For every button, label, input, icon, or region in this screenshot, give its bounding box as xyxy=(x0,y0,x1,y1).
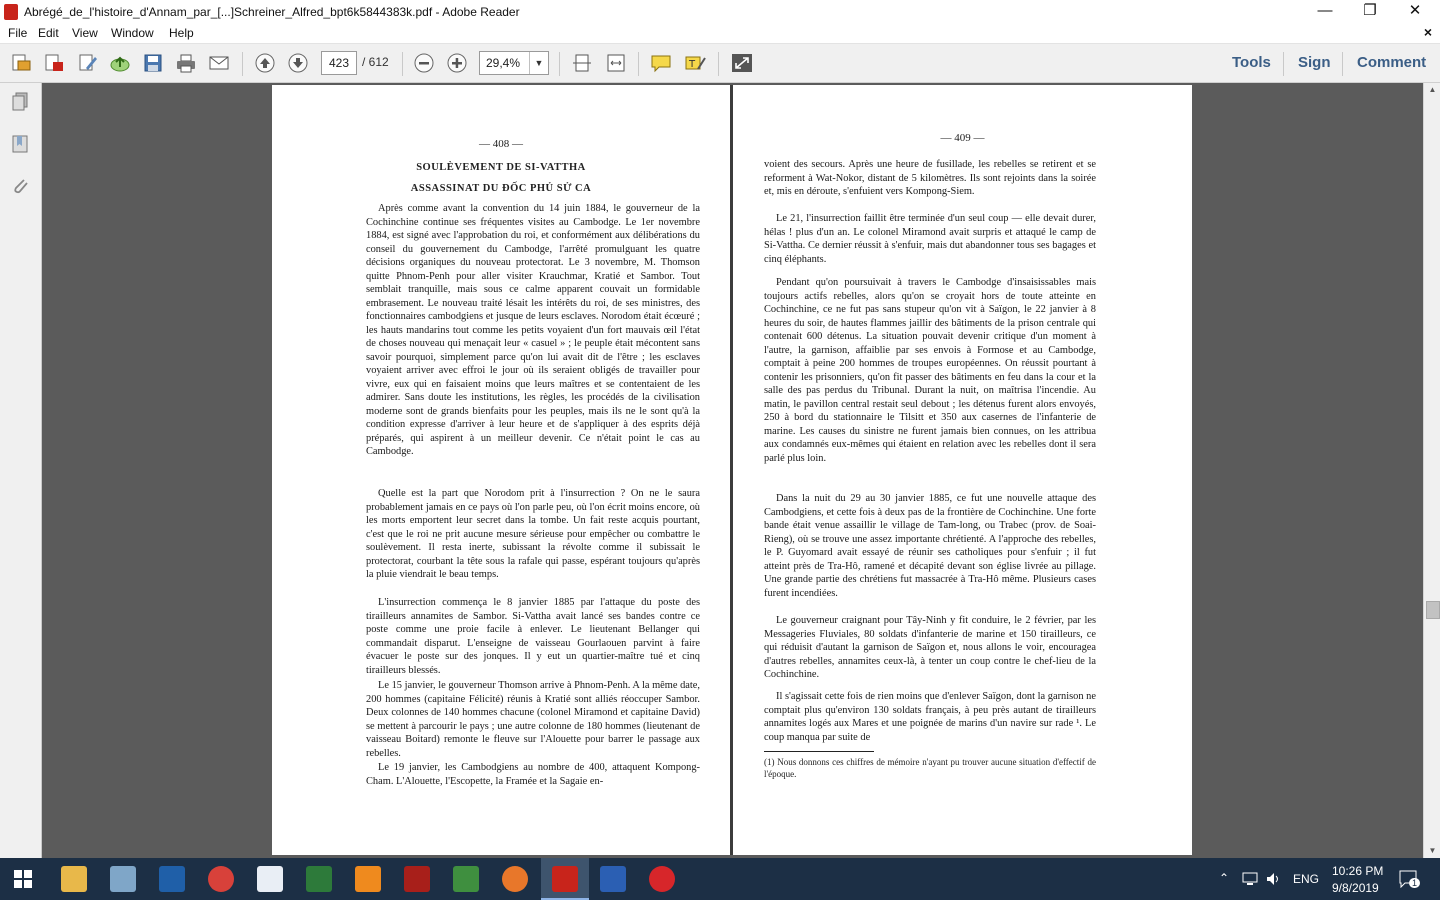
toolbar-separator xyxy=(1283,52,1284,76)
toolbar-separator xyxy=(402,52,403,76)
paragraph: Le 19 janvier, les Cambodgiens au nombre de 400, attaquent Kompong-Cham. L'Alouette, l'Escopette, la Framée et la Sagaie en- xyxy=(366,762,700,787)
save-icon[interactable] xyxy=(142,53,164,73)
footnote: (1) Nous donnons ces chiffres de mémoire n'ayant pu trouver aucune situation d'effectif de l'époque. xyxy=(764,757,1096,779)
chevron-down-icon[interactable]: ▼ xyxy=(529,52,548,74)
clock-date[interactable]: 9/8/2019 xyxy=(1332,881,1379,895)
paragraph: Dans la nuit du 29 au 30 janvier 1885, ce fut une nouvelle attaque des Cambodgiens, et cette fois à deux pas de la frontière de Cochinchine. Une forte bande était venue assaillir le village de Tam-long, ou Trabec (prov. de Soai-Rieng), où se trouve une assez importante chrétienté. A l'approche des rebelles, le P. Guyomard avait essayé de réunir ses catholiques pour s'enfuir ; il fut atteint près de Tra-Hô, ramené et décapité devant son église livrée au pillage. Une grande partie des chrétiens fut massacrée à Tra-Hô même. Plusieurs cases furent incendiées. xyxy=(764,493,1096,599)
paragraph: voient des secours. Après une heure de fusillade, les rebelles se retirent et se reforment à Wat-Nokor, distant de 5 kilomètres. Ils sont rejoints dans la soirée et, mis en déroute, s'enfuient vers Kompong-Siem. xyxy=(764,159,1096,197)
comment-tab[interactable]: Comment xyxy=(1357,54,1427,71)
powershell-icon[interactable] xyxy=(159,866,185,892)
fit-width-icon[interactable] xyxy=(605,53,627,73)
toolbar-separator xyxy=(718,52,719,76)
paragraph: Après comme avant la convention du 14 juin 1884, le gouverneur de la Cochinchine continue ses fréquentes visites au Cambodge. Le 1er novembre 1884, est signé avec l'approbation du roi, et conformément aux délibérations du conseil du gouvernement du Cambodge, l'arrêté promulguant les quatre décisions organiques du nouveau protectorat. Le 3 novembre, M. Thomson quitte Phnom-Penh pour aller visiter Krauchmar, Kratié et Sambor. Tout semblait tranquille, mais sous ce calme apparent couvait un formidable embrasement. Le nouveau traité lésait les intérêts du roi, de ses ministres, des fonctionnaires cambodgiens et jusque de leurs esclaves. Norodom était écœuré ; les hauts mandarins tout comme les petits voyaient d'un fort mauvais œil l'état de choses nouveau qui menaçait leur « casuel » ; le peuple était mécontent sans savoir pourquoi, simplement parce qu'on lui avait dit de l'être ; les esclaves voyaient arriver avec effroi le jour où ils seraient obligés de travailler pour vivre, eux qui en faisaient moins que leurs maîtres et se contentaient de les admirer. Sans doute les institutions, les règles, les procédés de la civilisation moderne sont de grands bienfaits pour les peuples, mais ils ne le sont qu'à la condition expresse d'arriver à leur heure et de s'appliquer à des esprits déjà préparés, qui aspirent à un meilleur devenir. Ce n'était point le cas au Cambodge. xyxy=(366,203,700,457)
page-number-input[interactable]: 423 xyxy=(321,51,357,75)
taskbar xyxy=(0,858,1440,900)
network-icon[interactable] xyxy=(1242,872,1258,886)
windows-start-icon[interactable] xyxy=(14,870,32,888)
sign-tab[interactable]: Sign xyxy=(1298,54,1331,71)
chapter-heading: SOULÈVEMENT DE SI-VATTHA xyxy=(416,162,586,173)
attachments-icon[interactable] xyxy=(9,175,31,197)
chapter-subheading: ASSASSINAT DU ĐỐC PHỦ SỬ CA xyxy=(410,183,592,194)
tools-tab[interactable]: Tools xyxy=(1232,54,1271,71)
next-page-icon[interactable] xyxy=(287,53,309,73)
toolbar-separator xyxy=(559,52,560,76)
maximize-button[interactable]: ❐ xyxy=(1363,2,1377,19)
sublime-text-icon[interactable] xyxy=(355,866,381,892)
title-bar xyxy=(0,0,1440,24)
navigation-sidebar xyxy=(0,83,42,858)
pdf-page-left xyxy=(272,85,730,855)
document-viewer[interactable] xyxy=(42,83,1423,858)
sticky-note-icon[interactable] xyxy=(650,53,672,73)
zoom-select[interactable] xyxy=(479,51,549,75)
edit-pdf-icon[interactable] xyxy=(77,53,99,73)
create-pdf-icon[interactable] xyxy=(43,53,65,73)
paragraph: Pendant qu'on poursuivait à travers le Cambodge d'insaisissables mais toujours actifs rebelles, alors qu'on se croyait hors de toute atteinte en Cochinchine, ce ne fut pas sans stupeur qu'on vit à Saïgon, le 22 janvier à 8 heures du soir, de hautes flammes jaillir des bâtiments de la prison centrale qui contenait 600 détenus. La situation pouvait devenir critique d'un moment à l'autre, la garnison, affaiblie par ses envois à Formose et au Cambodge, comptait à peine 200 hommes de troupes européennes. On réussit pourtant à contenir les prisonniers, qu'on fit passer des bâtiments en feu dans la cour et la salle des pas perdus du Tribunal. Durant la nuit, on maîtrisa l'incendie. Au matin, le pavillon central restait seul debout ; les détenus furent alors envoyés, 250 à bord du stationnaire le Tilsitt et 350 aux casernes de l'infanterie de marine. Les causes du sinistre ne furent jamais bien connues, on les attribua aux condamnés eux-mêmes qui étaient en relation avec les rebelles dont il sera parlé plus loin. xyxy=(764,277,1096,464)
svg-text:T: T xyxy=(689,59,696,70)
page-number: — 408 — xyxy=(479,138,523,150)
zoom-in-icon[interactable] xyxy=(446,53,468,73)
highlight-text-icon[interactable] xyxy=(684,53,706,73)
menu-view[interactable]: View xyxy=(72,26,98,40)
page-total: / 612 xyxy=(362,55,389,69)
chrome-icon[interactable] xyxy=(208,866,234,892)
toolbar xyxy=(0,44,1440,83)
close-document-icon[interactable]: × xyxy=(1423,24,1432,40)
notepad-icon[interactable] xyxy=(110,866,136,892)
menu-window[interactable]: Window xyxy=(111,26,154,40)
volume-icon[interactable] xyxy=(1266,872,1282,886)
bookmarks-icon[interactable] xyxy=(9,133,31,155)
menu-bar xyxy=(0,24,1440,44)
paragraph: Le 15 janvier, le gouverneur Thomson arrive à Phnom-Penh. A la même date, 200 hommes (capitaine Félicité) réunis à Kratié sont alliés réoccuper Sambor. Deux colonnes de 140 hommes chacune (colonel Miramond et capitaine David) se mettent à parcourir le pays ; une autre colonne de 180 hommes (lieutenant de vaisseau Boitard) remonte le fleuve sur l'Alouette pour barrer le passage aux rebelles. xyxy=(366,680,700,759)
adobe-reader-taskbar-icon[interactable] xyxy=(552,866,578,892)
previous-page-icon[interactable] xyxy=(254,53,276,73)
zoom-out-icon[interactable] xyxy=(413,53,435,73)
paragraph: Il s'agissait cette fois de rien moins que d'enlever Saïgon, dont la garnison ne comptait plus qu'environ 130 soldats français, à peu près autant de tirailleurs annamites logés aux Mares et une poignée de marins d'un navire sur rade ¹. Le coup manqua par suite de xyxy=(764,691,1096,743)
menu-file[interactable]: File xyxy=(8,26,28,40)
adobe-reader-icon xyxy=(4,4,18,20)
menu-help[interactable]: Help xyxy=(169,26,194,40)
word-icon[interactable] xyxy=(600,866,626,892)
email-icon[interactable] xyxy=(208,53,230,73)
toolbar-separator xyxy=(638,52,639,76)
firefox-icon[interactable] xyxy=(502,866,528,892)
scroll-up-icon[interactable]: ▲ xyxy=(1428,85,1437,94)
pdf-page-right xyxy=(733,85,1192,855)
paragraph: Le gouverneur craignant pour Tây-Ninh y fit conduire, le 2 février, par les Messageries Fluviales, 80 soldats d'infanterie de marine et 150 tirailleurs, ce qui réduisit d'autant la garnison de Saïgon et, nous allons le voir, encouragea d'autres rebelles, annamites ceux-là, à tenter un coup contre le chef-lieu de la Cochinchine. xyxy=(764,615,1096,680)
paragraph: Quelle est la part que Norodom prit à l'insurrection ? On ne le saura probablement jamais en ce pays où l'on parle peu, où l'on écrit moins encore, où les morts emportent leur secret dans la tombe. Un fait reste acquis pourtant, c'est que le roi ne prit aucune mesure sérieuse pour empêcher ou combattre le soulèvement. Il resta inerte, subissant la révolte comme il subissait le protectorat, courbant la tête sous la rafale qui passe, espérant toujours qu'après la pluie viendrait le beau temps. xyxy=(366,488,700,580)
fit-page-icon[interactable] xyxy=(571,53,593,73)
toolbar-separator xyxy=(1342,52,1343,76)
open-file-icon[interactable] xyxy=(10,53,32,73)
minimize-button[interactable]: — xyxy=(1317,2,1333,19)
toolbar-separator xyxy=(242,52,243,76)
pycharm-icon[interactable] xyxy=(306,866,332,892)
upload-cloud-icon[interactable] xyxy=(109,53,131,73)
full-screen-icon[interactable] xyxy=(731,53,753,73)
vertical-scrollbar[interactable] xyxy=(1423,83,1440,858)
paragraph: Le 21, l'insurrection faillit être terminée d'un seul coup — elle devait durer, hélas ! plus d'un an. Le colonel Miramond avait surpris et attaqué le camp de Si-Vattha. Ce dernier réussit à s'enfuir, mais dut abandonner tous ses bagages et cinq éléphants. xyxy=(764,213,1096,265)
window-title: Abrégé_de_l'histoire_d'Annam_par_[...]Schreiner_Alfred_bpt6k5844383k.pdf - Adobe Reader xyxy=(24,5,520,19)
notification-count-badge: 1 xyxy=(1409,878,1420,888)
footnote-rule xyxy=(764,751,874,752)
file-explorer-icon[interactable] xyxy=(61,866,87,892)
acrobat-icon[interactable] xyxy=(404,866,430,892)
red-app-icon[interactable] xyxy=(649,866,675,892)
page-thumbnails-icon[interactable] xyxy=(9,91,31,113)
page-number: — 409 — xyxy=(940,132,985,144)
input-language[interactable]: ENG xyxy=(1293,872,1320,886)
clock-time[interactable]: 10:26 PM xyxy=(1332,864,1384,878)
menu-edit[interactable]: Edit xyxy=(38,26,59,40)
paragraph: L'insurrection commença le 8 janvier 1885 par l'attaque du poste des tirailleurs annamites de Sambor. Si-Vattha avait lancé ses bandes contre ce poste comme une proie facile à enlever. Le lieutenant Bellanger qui commandait disparut. L'enseigne de vaisseau Gourlaouen parvint à faire évacuer le poste sur des jonques. Il y eut un quartier-maître tué et cinq tirailleurs blessés. xyxy=(366,597,700,676)
close-button[interactable]: ✕ xyxy=(1408,2,1422,19)
window-app-icon[interactable] xyxy=(257,866,283,892)
zoom-value: 29,4% xyxy=(486,56,521,70)
tray-chevron-up-icon[interactable]: ⌃ xyxy=(1219,871,1230,885)
scroll-down-icon[interactable]: ▼ xyxy=(1428,846,1437,855)
print-icon[interactable] xyxy=(175,53,197,73)
scrollbar-thumb[interactable] xyxy=(1426,601,1440,619)
spreadsheet-app-icon[interactable] xyxy=(453,866,479,892)
